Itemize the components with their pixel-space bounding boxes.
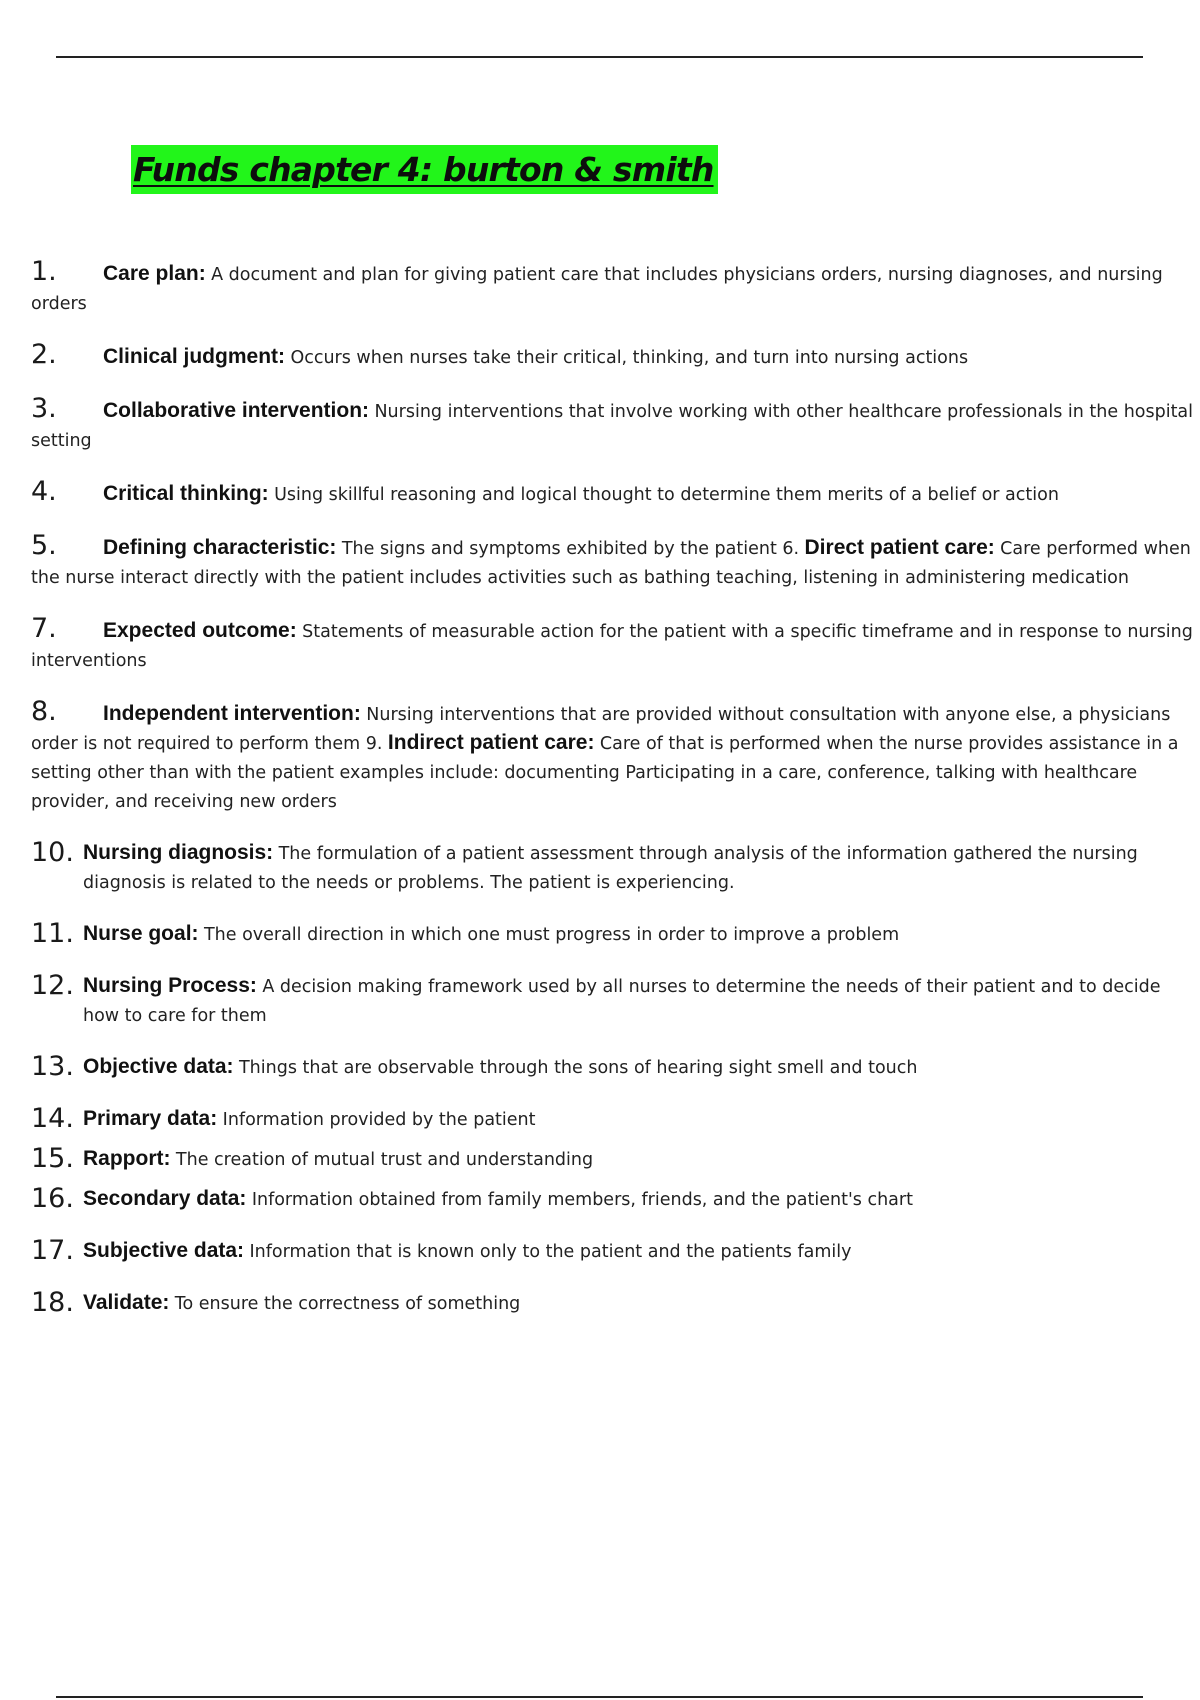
- item-number: 4.: [31, 476, 57, 507]
- item-number: 15.: [31, 1143, 74, 1174]
- item-term: Care plan:: [103, 262, 206, 285]
- item-definition: Information provided by the patient: [222, 1110, 536, 1130]
- item-number: 5.: [31, 530, 57, 561]
- item-definition: Things that are observable through the sons of hearing sight smell and touch: [238, 1058, 918, 1078]
- item-definition: A decision making framework used by all nurses to determine the needs of their patient and to decide how to care for them: [83, 977, 1161, 1026]
- item-definition: Statements of measurable action for the patient with a specific timeframe and in response to nursing interventions: [31, 622, 1193, 671]
- item-term: Clinical judgment:: [103, 345, 286, 368]
- list-item: [31, 532, 1200, 592]
- item-number: 1.: [31, 256, 57, 287]
- item-definition: Using skillful reasoning and logical thought to determine them merits of a belief or action: [274, 485, 1059, 505]
- item-number: 13.: [31, 1051, 74, 1082]
- item-definition: Occurs when nurses take their critical, thinking, and turn into nursing actions: [290, 348, 969, 368]
- item-number: 16.: [31, 1183, 74, 1214]
- item-number: 11.: [31, 918, 74, 949]
- item-definition: The signs and symptoms exhibited by the patient 6.: [341, 539, 800, 559]
- item-term: Validate:: [83, 1291, 170, 1314]
- item-term: Nursing diagnosis:: [83, 841, 274, 864]
- item-term: Defining characteristic:: [103, 536, 337, 559]
- item-number: 10.: [31, 837, 74, 868]
- list-item: [31, 1105, 1200, 1134]
- item-number: 17.: [31, 1235, 74, 1266]
- item-number: 7.: [31, 613, 57, 644]
- list-item: [31, 395, 1200, 455]
- item-number: 3.: [31, 393, 57, 424]
- item-definition: The overall direction in which one must progress in order to improve a problem: [203, 925, 900, 945]
- glossary-list: [31, 258, 1200, 1341]
- item-number: 12.: [31, 970, 74, 1001]
- item-term: Expected outcome:: [103, 619, 297, 642]
- item-number: 8.: [31, 696, 57, 727]
- item-definition: Nursing interventions that are provided without consultation with anyone else, a physicians order is not required to perform them 9.: [31, 705, 1171, 754]
- list-item: [31, 1289, 1200, 1318]
- top-rule: [56, 56, 1143, 58]
- item-term: Rapport:: [83, 1147, 171, 1170]
- item-number: 18.: [31, 1287, 74, 1318]
- item-term: Independent intervention:: [103, 702, 361, 725]
- item-definition: Information obtained from family members, friends, and the patient's chart: [251, 1190, 913, 1210]
- list-item: [31, 341, 1200, 372]
- item-number: 2.: [31, 339, 57, 370]
- list-item: [31, 839, 1200, 897]
- item-term-secondary: Indirect patient care:: [387, 731, 595, 754]
- item-definition-secondary: Care performed when the nurse interact directly with the patient includes activities such as bathing teaching, listening in administering medication: [31, 539, 1191, 588]
- item-term: Objective data:: [83, 1055, 234, 1078]
- item-definition: To ensure the correctness of something: [174, 1294, 521, 1314]
- list-item: [31, 258, 1200, 318]
- bottom-rule: [56, 1696, 1143, 1698]
- list-item: [31, 1145, 1200, 1174]
- item-definition: The creation of mutual trust and understanding: [175, 1150, 594, 1170]
- list-item: [31, 972, 1200, 1030]
- item-term: Nursing Process:: [83, 974, 257, 997]
- item-term: Subjective data:: [83, 1239, 245, 1262]
- list-item: [31, 478, 1200, 509]
- item-term: Collaborative intervention:: [103, 399, 370, 422]
- list-item: [31, 698, 1200, 816]
- item-definition: The formulation of a patient assessment through analysis of the information gathered the nursing diagnosis is related to the needs or problems. The patient is experiencing.: [83, 844, 1138, 893]
- item-term: Secondary data:: [83, 1187, 247, 1210]
- list-item: [31, 1237, 1200, 1266]
- item-term: Critical thinking:: [103, 482, 269, 505]
- item-definition-secondary: Care of that is performed when the nurse provides assistance in a setting other than with the patient examples include: documenting Participating in a care, conference, talking with healthcare provider, and receiving new orders: [31, 734, 1179, 812]
- list-item: [31, 920, 1200, 949]
- list-item: [31, 1053, 1200, 1082]
- list-item: [31, 615, 1200, 675]
- item-term: Primary data:: [83, 1107, 218, 1130]
- item-definition: Information that is known only to the patient and the patients family: [249, 1242, 852, 1262]
- item-term-secondary: Direct patient care:: [804, 536, 995, 559]
- item-number: 14.: [31, 1103, 74, 1134]
- item-term: Nurse goal:: [83, 922, 199, 945]
- list-item: [31, 1185, 1200, 1214]
- page-title: Funds chapter 4: burton & smith: [131, 145, 718, 194]
- item-definition: A document and plan for giving patient care that includes physicians orders, nursing diagnoses, and nursing orders: [31, 265, 1163, 314]
- item-definition: Nursing interventions that involve working with other healthcare professionals in the hospital setting: [31, 402, 1194, 451]
